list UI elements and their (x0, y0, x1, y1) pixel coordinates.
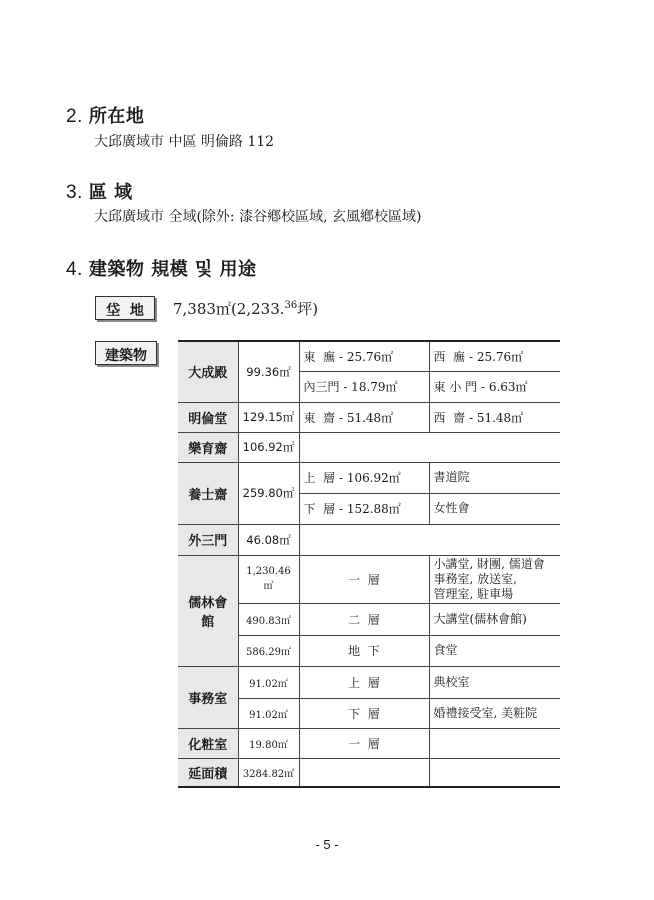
building-area: 106.92㎡ (238, 432, 299, 462)
section-4-heading (66, 255, 257, 281)
floor-cell: 上 層 - 106.92㎡ (299, 462, 429, 493)
building-name: 化粧室 (178, 728, 238, 758)
floor-cell: 二 層 (299, 603, 429, 635)
building-area: 91.02㎡ (238, 698, 299, 728)
use-cell: 書道院 (429, 462, 560, 493)
site-label: 垈 地 (95, 296, 155, 320)
site-area (173, 298, 318, 319)
empty-cell (429, 728, 560, 758)
building-name: 養士齋 (178, 462, 238, 524)
section-2-heading (66, 102, 144, 128)
empty-cell (429, 758, 560, 787)
table-row (178, 462, 560, 493)
table-row (178, 666, 560, 698)
site-area-main: 7,383㎡(2,233. (173, 300, 285, 318)
building-area: 490.83㎡ (238, 603, 299, 635)
building-name: 事務室 (178, 666, 238, 728)
section-4-title: 建築物 規模 및 用途 (88, 259, 257, 280)
total-label: 延面積 (178, 758, 238, 787)
section-4-number: 4. (66, 259, 83, 280)
floor-cell: 一 層 (299, 728, 429, 758)
section-3-title: 區 域 (88, 182, 133, 203)
sub-building: 東 齋 - 51.48㎡ (299, 402, 429, 432)
table-row (178, 341, 560, 371)
use-cell: 典校室 (429, 666, 560, 698)
use-cell: 女性會 (429, 493, 560, 524)
sub-building: 東 廡 - 25.76㎡ (299, 341, 429, 371)
use-line: 管理室, 駐車場 (433, 586, 514, 601)
page-number: - 5 - (315, 837, 339, 852)
floor-cell: 一 層 (299, 555, 429, 603)
empty-cell (299, 432, 560, 462)
use-cell (429, 555, 560, 603)
use-cell: 大講堂(儒林會館) (429, 603, 560, 635)
site-area-unit: 坪) (297, 300, 319, 318)
table-row (178, 402, 560, 432)
building-name: 大成殿 (178, 341, 238, 402)
table-row (178, 555, 560, 603)
use-cell: 婚禮接受室, 美粧院 (429, 698, 560, 728)
floor-cell: 地 下 (299, 635, 429, 666)
table-row (178, 524, 560, 555)
sub-building: 東 小 門 - 6.63㎡ (429, 371, 560, 402)
site-area-decimal: 36 (284, 300, 298, 311)
sub-building: 西 廡 - 25.76㎡ (429, 341, 560, 371)
total-area: 3284.82㎡ (238, 758, 299, 787)
use-cell: 食堂 (429, 635, 560, 666)
area-scope-text: 大邱廣域市 全域(除外: 漆谷鄕校區域, 玄風鄕校區域) (94, 209, 422, 225)
building-area: 259.80㎡ (238, 462, 299, 524)
building-table (178, 340, 560, 788)
building-area: 1,230.46㎡ (238, 555, 299, 603)
table-row (178, 432, 560, 462)
sub-building: 西 齋 - 51.48㎡ (429, 402, 560, 432)
empty-cell (299, 758, 429, 787)
floor-cell: 上 層 (299, 666, 429, 698)
building-area: 91.02㎡ (238, 666, 299, 698)
table-row (178, 728, 560, 758)
section-2-title: 所在地 (88, 106, 145, 127)
floor-cell: 下 層 - 152.88㎡ (299, 493, 429, 524)
building-name: 樂育齋 (178, 432, 238, 462)
floor-cell: 下 層 (299, 698, 429, 728)
use-line: 事務室, 放送室, (433, 571, 517, 586)
sub-building: 內三門 - 18.79㎡ (299, 371, 429, 402)
empty-cell (299, 524, 560, 555)
building-area: 46.08㎡ (238, 524, 299, 555)
building-area: 586.29㎡ (238, 635, 299, 666)
building-area: 19.80㎡ (238, 728, 299, 758)
building-area: 129.15㎡ (238, 402, 299, 432)
section-3-heading (66, 178, 133, 204)
table-row (178, 758, 560, 787)
building-area: 99.36㎡ (238, 341, 299, 402)
section-2-number: 2. (66, 106, 83, 127)
building-name: 明倫堂 (178, 402, 238, 432)
building-name: 外三門 (178, 524, 238, 555)
building-label: 建築物 (95, 341, 157, 365)
section-3-number: 3. (66, 182, 83, 203)
address-text: 大邱廣域市 中區 明倫路 112 (94, 134, 275, 150)
building-name: 儒林會館 (178, 555, 238, 666)
use-line: 小講堂, 財團, 儒道會 (433, 556, 545, 571)
